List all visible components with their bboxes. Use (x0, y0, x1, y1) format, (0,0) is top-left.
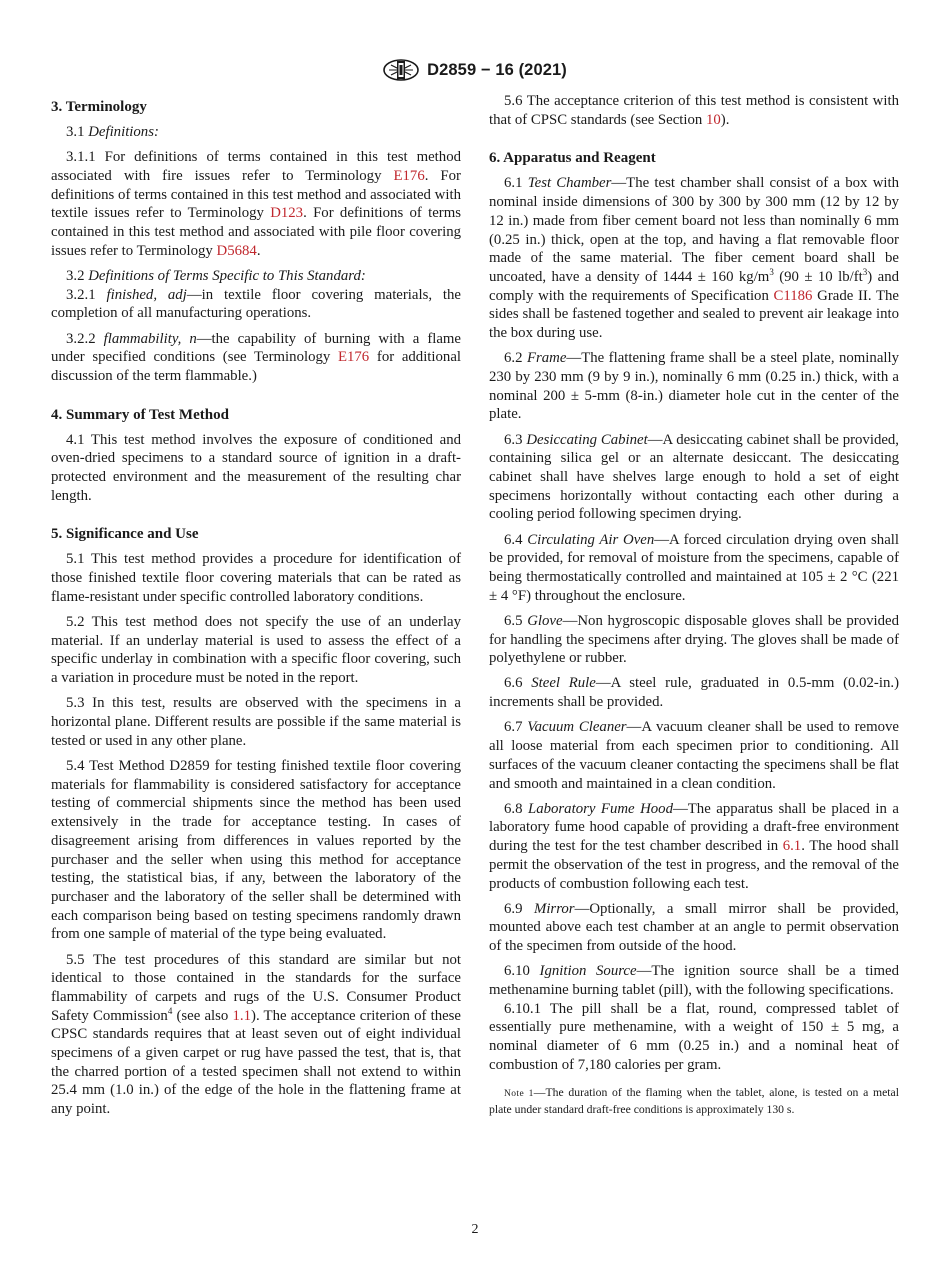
paragraph-5-5: 5.5 The test procedures of this standard are similar but not identical to those contained in the standards for the surface flammability of carpets and rugs of the U.S. Consumer Product Safety Commission$^4$ (see also 1.1). The acceptance criterion of these CPSC standards requires that at least seven out of eight individual specimens of a given carpet or rug have passed the test, that is, that the charred portion of a tested specimen shall not extend to within 25.4 mm (1.0 in.) of the edge of the hole in the flattening frame at any point. (51, 951, 462, 1118)
paragraph-5-2: 5.2 This test method does not specify the use of an underlay material. If an underlay material is used to assess the effect of a specific underlay in combination with a specific floor covering, such a variation in procedure must be noted in the report. (51, 614, 461, 687)
paragraph-4-1: 4.1 This test method involves the exposure of conditioned and oven-dried specimens to a standard source of ignition in a draft-protected environment and the measurement of the resulting char length. (51, 431, 461, 504)
paragraph-3-1: 3.1 Definitions: (66, 124, 159, 140)
left-column (51, 92, 461, 1125)
page-header (0, 58, 950, 82)
paragraph-6-10: 6.10 Ignition Source—The ignition source shall be a timed methenamine burning tablet (pill), with the following specifications. (489, 963, 899, 999)
page-number: 2 (471, 1222, 479, 1237)
section-heading-significance: 5. Significance and Use (51, 526, 199, 543)
paragraph-6-2: 6.2 Frame—The flattening frame shall be a steel plate, nominally 230 by 230 mm (9 by 9 in.), nominally 6 mm (0.25 in.) thick, with a nominal 200 ± 5-mm (8-in.) diameter hole cut in the center of the plate. (489, 350, 900, 423)
section-heading-apparatus: 6. Apparatus and Reagent (489, 150, 656, 167)
paragraph-3-2: 3.2 Definitions of Terms Specific to This Standard: (66, 267, 366, 284)
paragraph-6-8: 6.8 Laboratory Fume Hood—The apparatus shall be placed in a laboratory fume hood capable of providing a draft-free environment during the test for the test chamber described in 6.1. The hood shall permit the observation of the test in progress, and the removal of the products of combustion following each test. (489, 800, 900, 892)
link-d123[interactable]: D123 (270, 205, 304, 222)
paragraph-6-1: 6.1 Test Chamber—The test chamber shall consist of a box with nominal inside dimensions of 300 by 300 by 300 mm (12 by 12 by 12 in.) made from fiber cement board not less than nominally 6 mm (0.25 in.) thick, open at the top, and having a flat removable floor made of the same material. The fiber cement board shall be uncoated, have a density of 1444 ± 160 $kg/m^3$ (90 ± 10 $lb/ft^3$) and comply with the requirements of Specification C1186 Grade II. The sides shall be fastened together and sealed to prevent air leakage into the box during use. (489, 175, 899, 342)
link-6-1[interactable]: 6.1 (782, 838, 802, 855)
right-column (489, 92, 899, 1118)
paragraph-6-6: 6.6 Steel Rule—A steel rule, graduated in 0.5-mm (0.02-in.) increments shall be provided. (489, 675, 899, 711)
note-label: Note 1 (504, 1088, 534, 1099)
paragraph-6-10-1: 6.10.1 The pill shall be a flat, round, compressed tablet of essentially pure methenamine, with a weight of 150 ± 5 mg, a nominal diameter of 6 mm (0.25 in.) and a nominal heat of combustion of 7,180 calories per gram. (489, 1000, 899, 1073)
section-heading-summary: 4. Summary of Test Method (51, 406, 229, 423)
link-1-1[interactable]: 1.1 (232, 1007, 252, 1024)
paragraph-5-3: 5.3 In this test, results are observed with the specimens in a horizontal plane. Different results are possible if the same material is tested or used in any other plane. (51, 695, 461, 749)
paragraph-6-5: 6.5 Glove—Non hygroscopic disposable gloves shall be provided for handling the specimens after drying. The gloves shall be made of polyethylene or rubber. (489, 612, 899, 667)
note-1: Note 1—The duration of the flaming when the tablet, alone, is tested on a metal plate under standard draft-free conditions is approximately 130 s. (489, 1085, 899, 1116)
paragraph-3-1-1: 3.1.1 For definitions of terms contained in this test method associated with fire issues refer to Terminology E176. For definitions of terms contained in this test method and associated with textile issues refer to Terminology D123. For definitions of terms contained in this test method and associated with pile floor covering issues refer to Terminology D5684. (51, 149, 461, 259)
paragraph-5-1: 5.1 This test method provides a procedure for identification of those finished textile floor covering materials that can be rated as flame-resistant under specific controlled laboratory conditions. (51, 551, 461, 605)
paragraph-6-4: 6.4 Circulating Air Oven—A forced circulation drying oven shall be provided, for removal of moisture from the specimens, capable of being thermostatically controlled and maintained at 105 ± 2 °C (221 ± 4 °F) throughout the enclosure. (489, 531, 899, 604)
paragraph-3-2-2: 3.2.2 flammability, n—the capability of burning with a flame under specified conditions (see Terminology E176 for additional discussion of the term flammable.) (51, 330, 462, 384)
link-e176[interactable]: E176 (337, 349, 370, 366)
link-e176[interactable]: E176 (393, 167, 425, 184)
document-id: D2859 − 16 (2021) (427, 60, 567, 79)
section-heading-terminology: 3. Terminology (51, 99, 147, 115)
link-c1186[interactable]: C1186 (773, 287, 813, 304)
paragraph-6-7: 6.7 Vacuum Cleaner—A vacuum cleaner shall be used to remove all loose material from each specimen prior to conditioning. All surfaces of the vacuum cleaner contacting the specimens shall be flat and smooth and maintained in a clean condition. (489, 719, 899, 792)
link-section-10[interactable]: 10 (706, 111, 721, 128)
link-d5684[interactable]: D5684 (216, 242, 257, 259)
paragraph-6-9: 6.9 Mirror—Optionally, a small mirror shall be provided, mounted above each test chamber at an angle to permit observation of the specimen from outside of the hood. (489, 900, 899, 955)
astm-logo-icon (383, 59, 419, 81)
paragraph-6-3: 6.3 Desiccating Cabinet—A desiccating cabinet shall be provided, containing silica gel or an alternate desiccant. The desiccating cabinet shall have shelves large enough to hold a set of eight specimens horizontally without contacting each other during a cooling period following specimen drying. (489, 431, 900, 523)
paragraph-5-4: 5.4 Test Method D2859 for testing finished textile floor covering materials for flammability is considered satisfactory for acceptance testing of commercial shipments since the method has been used extensively in the trade for acceptance testing. In cases of disagreement arising from differences in values reported by the purchaser and the seller when using this method for acceptance testing, the statistical bias, if any, between the laboratory of the purchaser and the laboratory of the seller shall be determined with each comparison being based on testing specimens randomly drawn from one sample of material of the type being evaluated. (51, 757, 461, 943)
paragraph-5-6: 5.6 The acceptance criterion of this test method is consistent with that of CPSC standards (see Section 10). (489, 93, 899, 128)
paragraph-3-2-1: 3.2.1 finished, adj—in textile floor covering materials, the completion of all manufacturing operations. (51, 286, 461, 322)
